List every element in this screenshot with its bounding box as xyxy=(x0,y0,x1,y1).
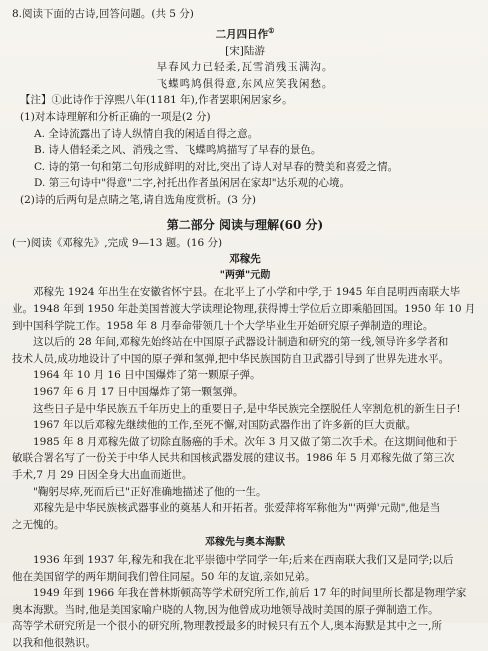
poem-title xyxy=(12,23,478,43)
question-8-2: (2)诗的后两句是点睛之笔,请自选角度赏析。(3 分) xyxy=(20,194,256,207)
poem-title-text: 二月四日作 xyxy=(215,28,269,41)
paragraph-10-line-4: 以我和他很熟识。 xyxy=(12,636,96,649)
section-2-title: 邓稼先与奥本海默 xyxy=(205,537,285,549)
paragraph-2-line-2: 技术人员,成功地设计了中国的原子弹和氢弹,把中华民族国防自卫武器引导到了世界先进水平。 xyxy=(12,352,450,365)
part-2-title: 第二部分 阅读与理解(60 分) xyxy=(166,217,324,232)
paragraph-10-line-1: 1949 年到 1966 年我在普林斯顿高等学术研究所工作,前后 17 年的时间里所长都是物理学家 xyxy=(33,587,467,600)
option-a: A. 全诗流露出了诗人纵情自我的闲适自得之意。 xyxy=(34,127,259,140)
paragraph-9-line-2: 他在美国留学的两年期间我们曾住同屋。50 年的友谊,亲如兄弟。 xyxy=(12,570,316,583)
option-c: C. 诗的第一句和第二句形成鲜明的对比,突出了诗人对早春的赞美和喜爱之情。 xyxy=(34,160,399,173)
poem-note: 【注】①此诗作于淳熙八年(1181 年),作者罢职闲居家乡。 xyxy=(20,94,293,107)
paragraph-1-line-1: 邓稼先 1924 年出生在安徽省怀宁县。在北平上了小学和中学,于 1945 年自昆明西南联大毕 xyxy=(33,286,461,299)
paragraph-10-line-3: 高等学术研究所是一个很小的研究所,物理教授最多的时候只有五个人,奥本海默是其中之一,所 xyxy=(12,620,443,633)
option-d: D. 第三句诗中"得意"二字,衬托出作者虽闲居在家却"达乐观的心境。 xyxy=(34,177,351,190)
paragraph-1-line-2: 业。1948 年到 1950 年赴美国普渡大学读理论物理,获得博士学位后立即乘船回国。1950 年 10 月 xyxy=(12,303,476,315)
paragraph-7: "鞠躬尽瘁,死而后已"正好准确地描述了他的一生。 xyxy=(33,485,267,498)
paragraph-6-line-1: 1985 年 8 月邓稼先做了切除直肠癌的手术。次年 3 月又做了第二次手术。在这期间他和于 xyxy=(33,435,458,448)
poem-title-footnote-mark: ① xyxy=(268,25,275,35)
poem-author: [宋]陆游 xyxy=(225,44,265,57)
paragraph-2-line-1: 这以后的 28 年间,邓稼先始终站在中国原子武器设计制造和研究的第一线,领导许多学者和 xyxy=(33,336,449,349)
paragraph-4: 1967 年 6 月 17 日中国爆炸了第一颗氢弹。 xyxy=(33,385,244,398)
paragraph-8-line-1: 邓稼先是中华民族核武器事业的奠基人和开拓者。张爱萍将军称他为"'两弹'元勋",他是当 xyxy=(33,502,441,515)
question-8-header: 8.阅读下面的古诗,回答问题。(共 5 分) xyxy=(12,8,194,20)
paragraph-6-line-2: 敏联合署名写了一份关于中华人民共和国核武器发展的建议书。1986 年 5 月邓稼先做了第三次 xyxy=(12,452,455,465)
part-2-subheading: (一)阅读《邓稼先》,完成 9—13 题。(16 分) xyxy=(12,236,223,249)
paragraph-3: 1964 年 10 月 16 日中国爆炸了第一颗原子弹。 xyxy=(33,369,261,382)
paragraph-9-line-1: 1936 年到 1937 年,稼先和我在北平崇德中学同学一年;后来在西南联大我们又是同学;以后 xyxy=(33,553,454,566)
poem-verse-1: 早春风力已轻柔,瓦雪消残玉满沟。 xyxy=(156,61,334,74)
question-8-1: (1)对本诗理解和分析正确的一项是(2 分) xyxy=(20,111,211,124)
paragraph-5-line-2: 1967 年以后邓稼先继续他的工作,至死不懈,对国防武器作出了许多新的巨大贡献。 xyxy=(33,419,417,432)
paragraph-1-line-3: 到中国科学院工作。1958 年 8 月奉命带领几十个大学毕业生开始研究原子弹制造的理论。 xyxy=(12,319,434,332)
paragraph-8-line-2: 之无愧的。 xyxy=(12,518,65,531)
paragraph-10-line-2: 奥本海默。当时,他是美国家喻户晓的人物,因为他曾成功地领导战时美国的原子弹制造工作。 xyxy=(12,603,439,616)
paragraph-6-line-3: 手术,7 月 29 日因全身大出血而逝世。 xyxy=(12,468,193,481)
paragraph-5-line-1: 这些日子是中华民族五千年历史上的重要日子,是中华民族完全摆脱任人宰割危机的新生日子! xyxy=(33,402,461,415)
article-title: 邓稼先 xyxy=(229,253,261,266)
section-1-title: "两弹"元勋 xyxy=(219,269,271,281)
poem-verse-2: 飞蝶鸣鸠俱得意,东风应笑我闲愁。 xyxy=(156,77,334,90)
option-b: B. 诗人借轻柔之风、消残之雪、飞蝶鸣鸠描写了早春的景色。 xyxy=(34,144,322,157)
